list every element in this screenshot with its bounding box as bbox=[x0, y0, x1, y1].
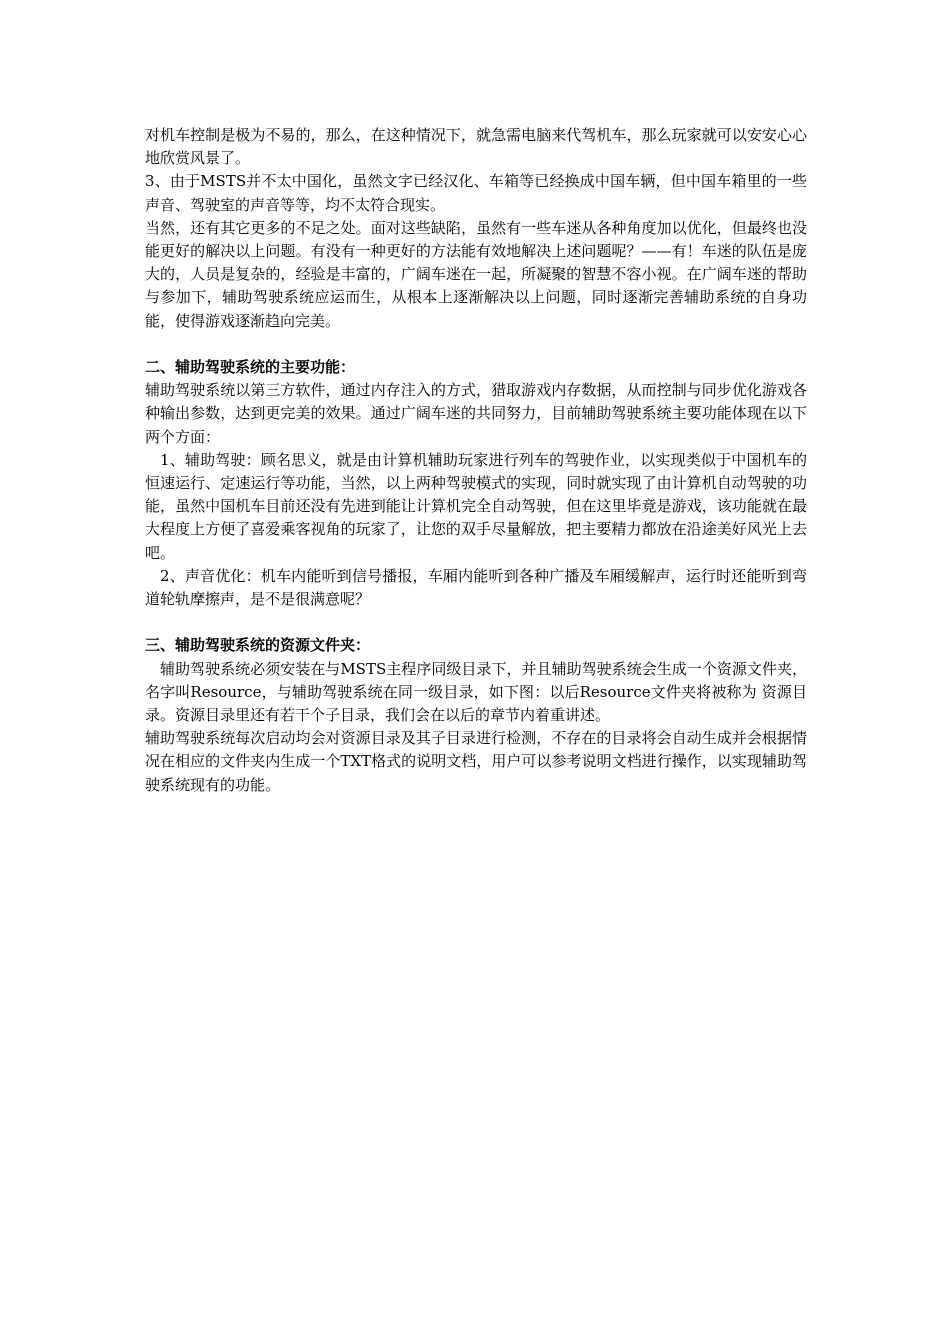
paragraph-summary: 当然，还有其它更多的不足之处。面对这些缺陷，虽然有一些车迷从各种角度加以优化，但最终也没能更好的解决以上问题。有没有一种更好的方法能有效地解决上述问题呢？——有！车迷的队伍是庞大的，人员是复杂的，经验是丰富的，广阔车迷在一起，所凝聚的智慧不容小视。在广阔车迷的帮助与参加下，辅助驾驶系统应运而生，从根本上逐渐解决以上问题，同时逐渐完善辅助系统的自身功能，使得游戏逐渐趋向完美。 bbox=[145, 218, 807, 330]
paragraph-resource-install: 辅助驾驶系统必须安装在与MSTS主程序同级目录下，并且辅助驾驶系统会生成一个资源文件夹，名字叫Resource，与辅助驾驶系统在同一级目录，如下图：以后Resource文件夹将被称为 资源目录。资源目录里还有若干个子目录，我们会在以后的章节内着重讲述。 bbox=[145, 659, 807, 725]
paragraph-item-3: 3、由于MSTS并不太中国化，虽然文字已经汉化、车箱等已经换成中国车辆，但中国车箱里的一些声音、驾驶室的声音等等，均不太符合现实。 bbox=[145, 172, 807, 214]
blank-line bbox=[145, 611, 807, 634]
paragraph-function-assisted-driving: 1、辅助驾驶：顾名思义，就是由计算机辅助玩家进行列车的驾驶作业，以实现类似于中国机车的恒速运行、定速运行等功能，当然，以上两种驾驶模式的实现，同时就实现了由计算机自动驾驶的功能，虽然中国机车目前还没有先进到能让计算机完全自动驾驶，但在这里毕竟是游戏，该功能就在最大程度上方便了喜爱乘客视角的玩家了，让您的双手尽量解放，把主要精力都放在沿途美好风光上去吧。 bbox=[145, 450, 807, 562]
document-body bbox=[145, 124, 807, 797]
paragraph-intro-continuation: 对机车控制是极为不易的，那么，在这种情况下，就急需电脑来代驾机车，那么玩家就可以安安心心地欣赏风景了。 bbox=[145, 126, 807, 168]
paragraph-functions-intro: 辅助驾驶系统以第三方软件，通过内存注入的方式，猎取游戏内存数据，从而控制与同步优化游戏各种输出参数，达到更完美的效果。通过广阔车迷的共同努力，目前辅助驾驶系统主要功能体现在以下两个方面： bbox=[145, 381, 807, 446]
blank-line bbox=[145, 333, 807, 356]
section-heading-resource-folder: 三、辅助驾驶系统的资源文件夹： bbox=[145, 636, 371, 655]
paragraph-function-sound-optimization: 2、声音优化：机车内能听到信号播报，车厢内能听到各种广播及车厢缓解声，运行时还能听到弯道轮轨摩擦声，是不是很满意呢？ bbox=[145, 566, 807, 609]
paragraph-resource-check: 辅助驾驶系统每次启动均会对资源目录及其子目录进行检测，不存在的目录将会自动生成并会根据情况在相应的文件夹内生成一个TXT格式的说明文档，用户可以参考说明文档进行操作，以实现辅助驾驶系统现有的功能。 bbox=[145, 729, 807, 794]
section-heading-main-functions: 二、辅助驾驶系统的主要功能： bbox=[145, 358, 356, 377]
